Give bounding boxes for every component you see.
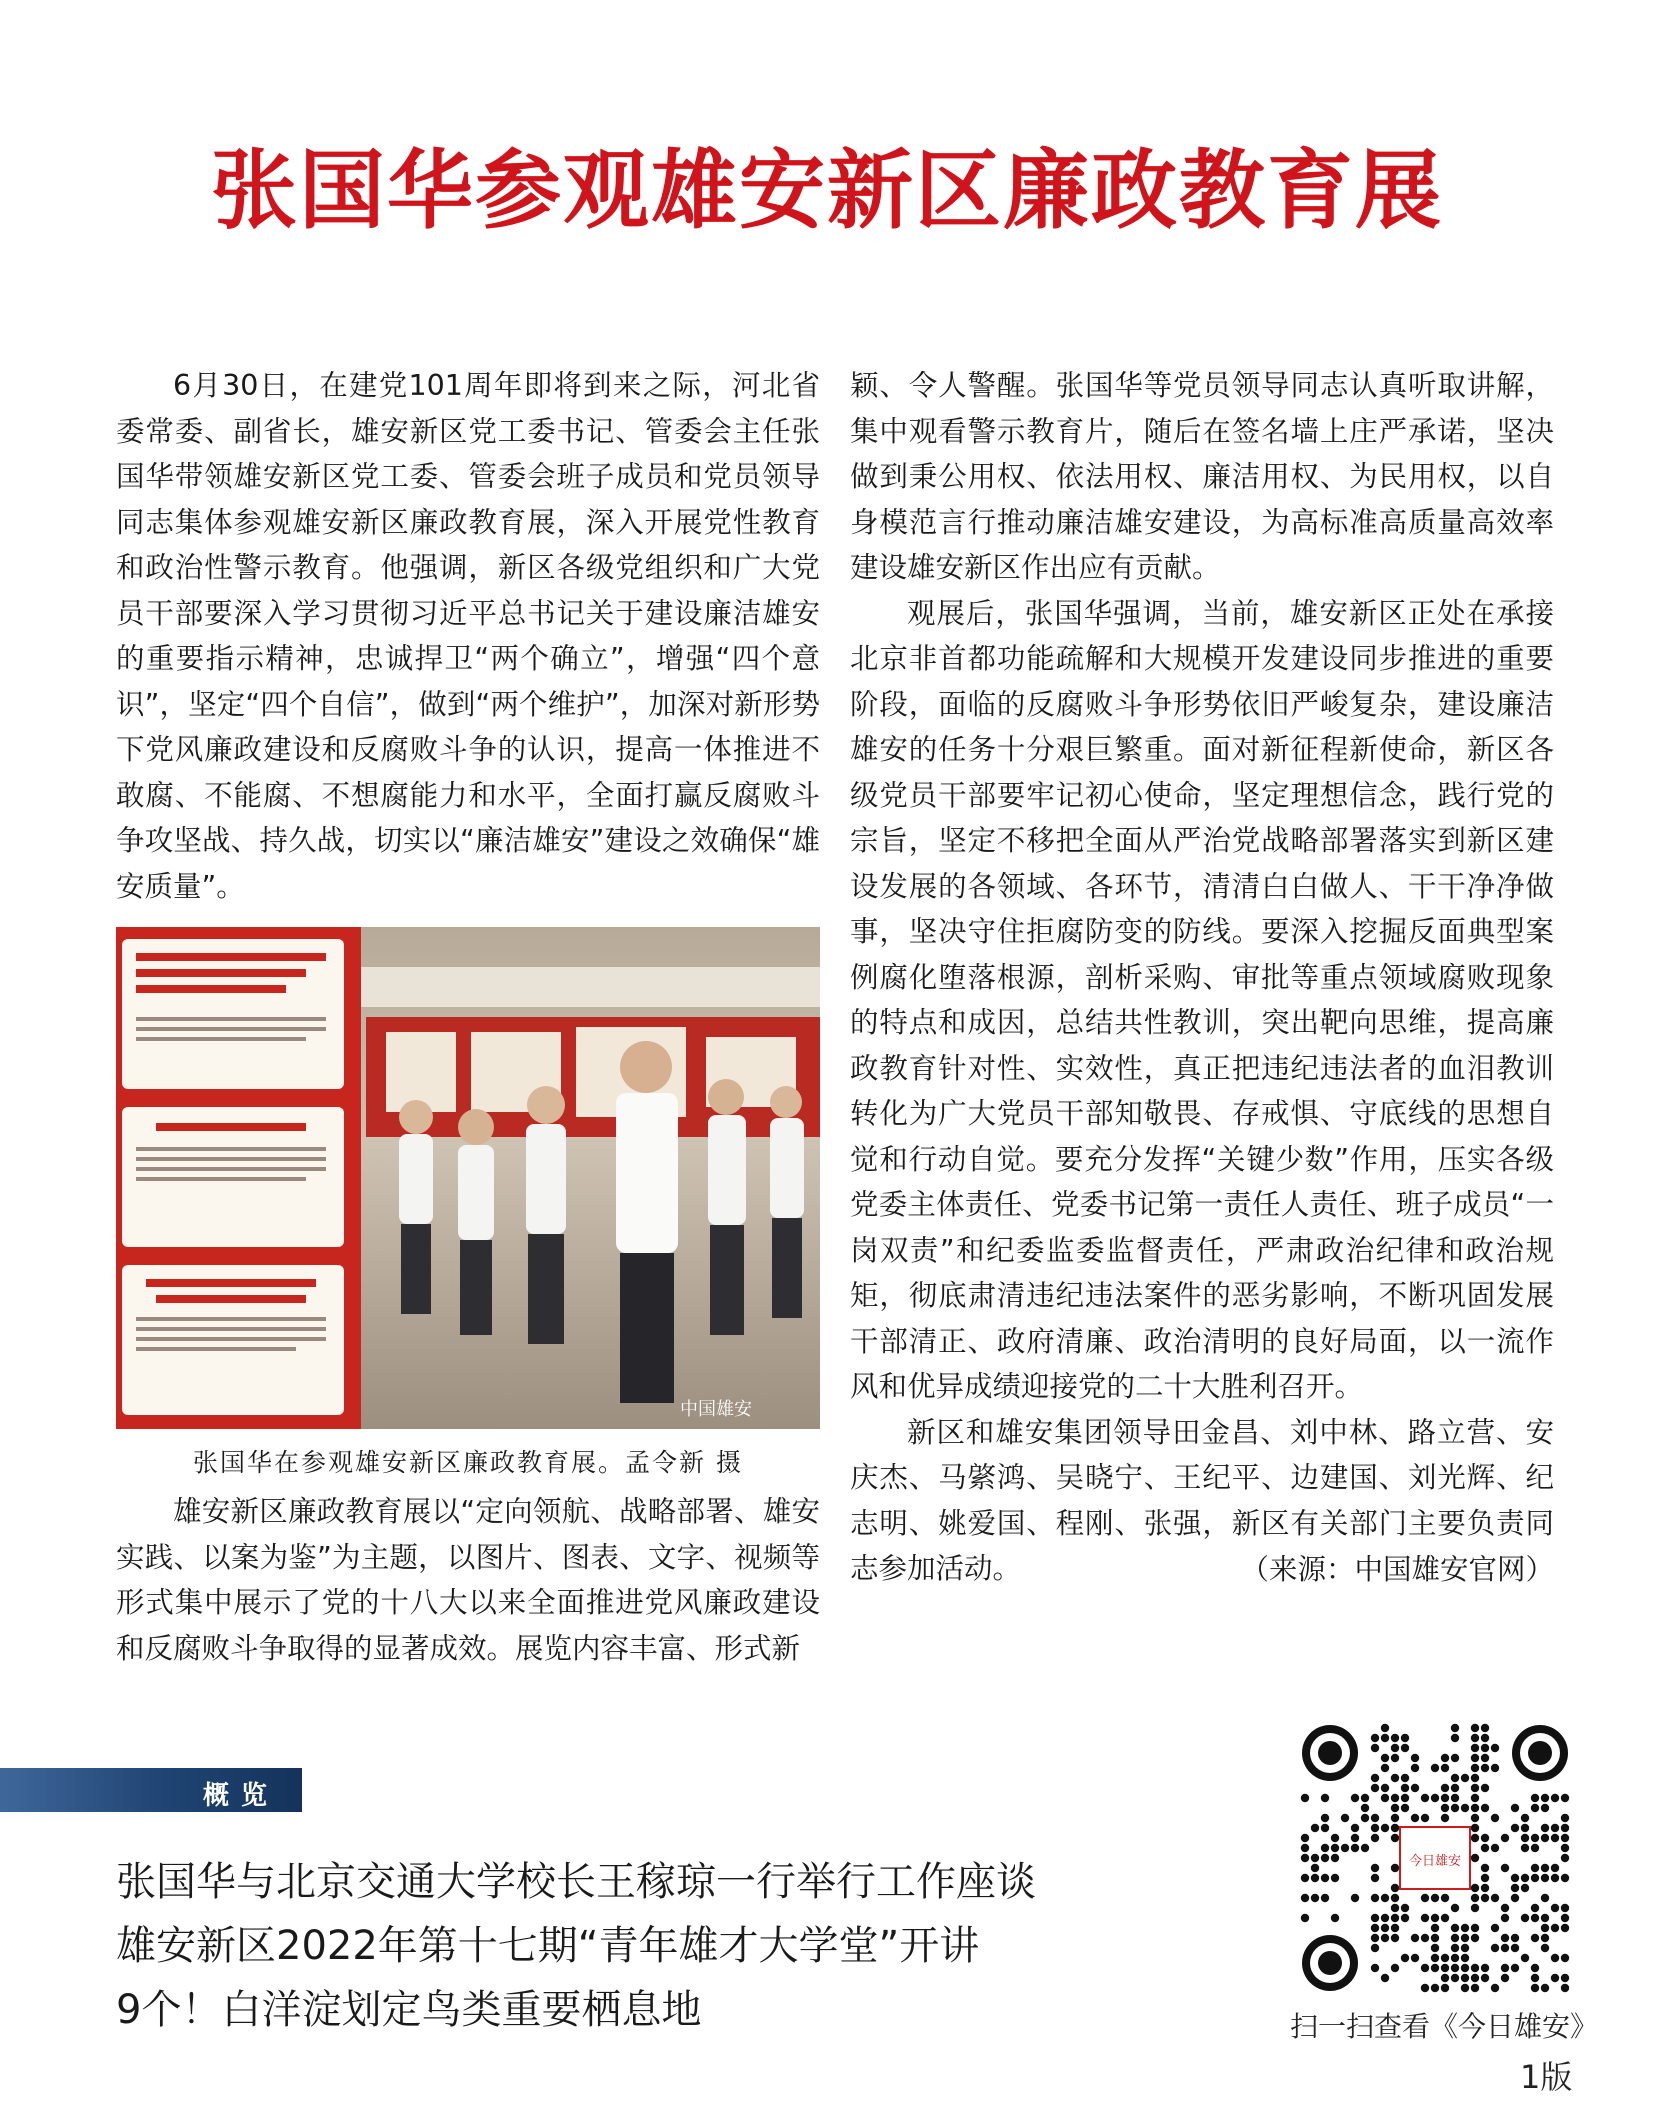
qr-module (1491, 1844, 1499, 1852)
qr-module (1441, 1964, 1449, 1972)
qr-module (1441, 1894, 1449, 1902)
qr-module (1471, 1824, 1479, 1832)
qr-module (1351, 1824, 1359, 1832)
qr-module (1481, 1864, 1489, 1872)
qr-module (1331, 1854, 1339, 1862)
qr-module (1381, 1784, 1389, 1792)
qr-module (1471, 1784, 1479, 1792)
qr-module (1431, 1914, 1439, 1922)
qr-module (1511, 1824, 1519, 1832)
qr-module (1451, 1934, 1459, 1942)
qr-module (1311, 1894, 1319, 1902)
qr-module (1311, 1874, 1319, 1882)
photo-watermark: 中国雄安 (680, 1399, 752, 1420)
qr-module (1451, 1904, 1459, 1912)
qr-module (1391, 1884, 1399, 1892)
qr-module (1531, 1804, 1539, 1812)
qr-module (1401, 1744, 1409, 1752)
qr-module (1471, 1884, 1479, 1892)
qr-module (1391, 1734, 1399, 1742)
qr-module (1521, 1874, 1529, 1882)
qr-module (1391, 1894, 1399, 1902)
qr-module (1371, 1834, 1379, 1842)
article-paragraph-2: 雄安新区廉政教育展以“定向领航、战略部署、雄安实践、以案为鉴”为主题，以图片、图表、文字、视频等形式集中展示了党的十八大以来全面推进党风廉政建设和反腐败斗争取得的显著成效。展览内容丰富、形式新 (116, 1495, 820, 1665)
qr-module (1331, 1874, 1339, 1882)
qr-module (1331, 1844, 1339, 1852)
qr-module (1471, 1904, 1479, 1912)
qr-module (1351, 1834, 1359, 1842)
qr-module (1531, 1834, 1539, 1842)
qr-module (1361, 1804, 1369, 1812)
qr-module (1401, 1904, 1409, 1912)
qr-module (1381, 1734, 1389, 1742)
qr-module (1371, 1734, 1379, 1742)
qr-module (1501, 1914, 1509, 1922)
qr-module (1561, 1974, 1569, 1982)
qr-module (1531, 1974, 1539, 1982)
qr-module (1471, 1804, 1479, 1812)
qr-module (1461, 1924, 1469, 1932)
qr-module (1471, 1934, 1479, 1942)
qr-module (1431, 1944, 1439, 1952)
qr-module (1551, 1834, 1559, 1842)
qr-module (1411, 1754, 1419, 1762)
qr-caption: 扫一扫查看《今日雄安》 (1290, 2010, 1599, 2043)
overview-link-3[interactable]: 9个！白洋淀划定鸟类重要栖息地 (116, 1987, 702, 2033)
qr-module (1471, 1814, 1479, 1822)
qr-module (1381, 1824, 1389, 1832)
qr-module (1311, 1824, 1319, 1832)
qr-center-logo: 今日雄安 (1408, 1854, 1462, 1869)
qr-module (1431, 1764, 1439, 1772)
qr-module (1471, 1854, 1479, 1862)
qr-module (1441, 1914, 1449, 1922)
article-photo (116, 927, 820, 1429)
overview-link-1[interactable]: 张国华与北京交通大学校长王稼琼一行举行工作座谈 (116, 1859, 1036, 1905)
qr-module (1521, 1844, 1529, 1852)
qr-module (1561, 1954, 1569, 1962)
qr-module (1461, 1774, 1469, 1782)
overview-label: 概览 (203, 1781, 280, 1811)
qr-module (1511, 1964, 1519, 1972)
qr-module (1321, 1844, 1329, 1852)
qr-module (1511, 1934, 1519, 1942)
qr-module (1391, 1834, 1399, 1842)
qr-module (1401, 1794, 1409, 1802)
page-number: 1版 (1520, 2058, 1573, 2096)
qr-module (1481, 1764, 1489, 1772)
qr-module (1561, 1984, 1569, 1992)
article-headline: 张国华参观雄安新区廉政教育展 (211, 140, 1443, 241)
qr-module (1421, 1934, 1429, 1942)
qr-module (1541, 1794, 1549, 1802)
qr-module (1381, 1934, 1389, 1942)
qr-module (1421, 1814, 1429, 1822)
qr-module (1311, 1864, 1319, 1872)
qr-module (1461, 1934, 1469, 1942)
qr-module (1321, 1794, 1329, 1802)
qr-module (1481, 1964, 1489, 1972)
qr-finder-top-right (1512, 1725, 1568, 1781)
qr-module (1391, 1934, 1399, 1942)
qr-module (1361, 1794, 1369, 1802)
qr-module (1371, 1894, 1379, 1902)
qr-module (1371, 1914, 1379, 1922)
qr-module (1501, 1864, 1509, 1872)
qr-module (1551, 1794, 1559, 1802)
qr-module (1481, 1974, 1489, 1982)
qr-module (1451, 1964, 1459, 1972)
overview-links (116, 1850, 1036, 2042)
qr-module (1451, 1804, 1459, 1812)
qr-module (1421, 1894, 1429, 1902)
qr-module (1441, 1984, 1449, 1992)
qr-module (1401, 1914, 1409, 1922)
qr-module (1491, 1944, 1499, 1952)
qr-module (1441, 1804, 1449, 1812)
qr-module (1431, 1794, 1439, 1802)
qr-module (1381, 1974, 1389, 1982)
qr-module (1391, 1754, 1399, 1762)
qr-code[interactable] (1300, 1723, 1570, 1993)
qr-module (1301, 1794, 1309, 1802)
qr-module (1391, 1864, 1399, 1872)
qr-module (1481, 1754, 1489, 1762)
qr-module (1401, 1804, 1409, 1812)
qr-module (1391, 1824, 1399, 1832)
qr-module (1451, 1944, 1459, 1952)
qr-module (1371, 1964, 1379, 1972)
qr-module (1541, 1894, 1549, 1902)
qr-module (1541, 1944, 1549, 1952)
qr-module (1531, 1794, 1539, 1802)
qr-module (1471, 1974, 1479, 1982)
qr-module (1331, 1914, 1339, 1922)
qr-module (1431, 1954, 1439, 1962)
qr-module (1421, 1964, 1429, 1972)
qr-module (1401, 1954, 1409, 1962)
qr-module (1301, 1854, 1309, 1862)
qr-module (1561, 1824, 1569, 1832)
qr-module (1381, 1914, 1389, 1922)
qr-module (1431, 1894, 1439, 1902)
qr-module (1561, 1794, 1569, 1802)
qr-module (1521, 1824, 1529, 1832)
qr-module (1471, 1794, 1479, 1802)
qr-module (1391, 1744, 1399, 1752)
qr-module (1481, 1744, 1489, 1752)
qr-module (1531, 1904, 1539, 1912)
qr-module (1531, 1914, 1539, 1922)
qr-module (1561, 1904, 1569, 1912)
qr-module (1511, 1874, 1519, 1882)
qr-module (1371, 1944, 1379, 1952)
qr-module (1341, 1844, 1349, 1852)
qr-module (1461, 1974, 1469, 1982)
qr-module (1421, 1914, 1429, 1922)
qr-module (1371, 1924, 1379, 1932)
qr-module (1511, 1804, 1519, 1812)
qr-module (1471, 1764, 1479, 1772)
qr-module (1301, 1914, 1309, 1922)
qr-module (1301, 1894, 1309, 1902)
qr-module (1491, 1764, 1499, 1772)
qr-module (1561, 1814, 1569, 1822)
qr-module (1321, 1894, 1329, 1902)
qr-module (1411, 1934, 1419, 1942)
qr-module (1541, 1834, 1549, 1842)
qr-module (1321, 1874, 1329, 1882)
qr-module (1531, 1934, 1539, 1942)
qr-module (1391, 1964, 1399, 1972)
qr-module (1451, 1784, 1459, 1792)
qr-module (1371, 1824, 1379, 1832)
qr-module (1491, 1984, 1499, 1992)
qr-module (1471, 1774, 1479, 1782)
qr-module (1471, 1924, 1479, 1932)
qr-module (1401, 1774, 1409, 1782)
qr-module (1371, 1744, 1379, 1752)
qr-module (1521, 1834, 1529, 1842)
qr-module (1471, 1734, 1479, 1742)
qr-module (1461, 1984, 1469, 1992)
qr-module (1551, 1874, 1559, 1882)
qr-module (1551, 1954, 1559, 1962)
qr-module (1381, 1724, 1389, 1732)
qr-module (1381, 1924, 1389, 1932)
qr-module (1531, 1984, 1539, 1992)
qr-module (1561, 1874, 1569, 1882)
qr-module (1321, 1814, 1329, 1822)
qr-module (1511, 1884, 1519, 1892)
qr-module (1371, 1774, 1379, 1782)
qr-module (1531, 1874, 1539, 1882)
qr-module (1471, 1754, 1479, 1762)
qr-finder-top-left (1302, 1725, 1358, 1781)
article-paragraph-4: 新区和雄安集团领导田金昌、刘中林、路立营、安庆杰、马綮鸿、吴晓宁、王纪平、边建国、刘光辉、纪志明、姚爱国、程刚、张强，新区有关部门主要负责同志参加活动。 (850, 1415, 1554, 1585)
qr-module (1431, 1934, 1439, 1942)
qr-module (1391, 1804, 1399, 1812)
qr-module (1481, 1784, 1489, 1792)
qr-module (1381, 1764, 1389, 1772)
qr-module (1461, 1954, 1469, 1962)
qr-module (1321, 1854, 1329, 1862)
qr-module (1401, 1784, 1409, 1792)
qr-module (1551, 1904, 1559, 1912)
qr-module (1441, 1974, 1449, 1982)
qr-module (1321, 1824, 1329, 1832)
photo-caption: 张国华在参观雄安新区廉政教育展。孟令新 摄 (193, 1448, 743, 1477)
qr-module (1371, 1864, 1379, 1872)
qr-module (1561, 1854, 1569, 1862)
qr-module (1351, 1794, 1359, 1802)
qr-module (1471, 1744, 1479, 1752)
qr-module (1521, 1914, 1529, 1922)
qr-module (1361, 1844, 1369, 1852)
qr-module (1541, 1984, 1549, 1992)
qr-module (1541, 1864, 1549, 1872)
qr-module (1341, 1814, 1349, 1822)
qr-module (1451, 1974, 1459, 1982)
qr-module (1471, 1724, 1479, 1732)
qr-module (1481, 1724, 1489, 1732)
qr-module (1511, 1944, 1519, 1952)
qr-module (1501, 1834, 1509, 1842)
qr-module (1561, 1844, 1569, 1852)
qr-module (1441, 1954, 1449, 1962)
qr-module (1451, 1754, 1459, 1762)
qr-module (1451, 1734, 1459, 1742)
qr-module (1411, 1814, 1419, 1822)
qr-module (1371, 1784, 1379, 1792)
qr-module (1431, 1984, 1439, 1992)
qr-module (1541, 1924, 1549, 1932)
qr-module (1441, 1764, 1449, 1772)
qr-module (1471, 1984, 1479, 1992)
qr-module (1371, 1934, 1379, 1942)
qr-module (1451, 1774, 1459, 1782)
qr-module (1481, 1844, 1489, 1852)
qr-module (1481, 1734, 1489, 1742)
qr-module (1431, 1924, 1439, 1932)
qr-module (1471, 1894, 1479, 1902)
qr-module (1491, 1924, 1499, 1932)
qr-module (1391, 1924, 1399, 1932)
qr-module (1521, 1954, 1529, 1962)
qr-module (1481, 1834, 1489, 1842)
qr-module (1501, 1964, 1509, 1972)
qr-module (1351, 1894, 1359, 1902)
article-right-column (850, 363, 1554, 1592)
exhibition-photo-illustration (116, 927, 820, 1429)
qr-module (1331, 1834, 1339, 1842)
qr-module (1371, 1814, 1379, 1822)
qr-module (1391, 1774, 1399, 1782)
qr-module (1501, 1904, 1509, 1912)
qr-module (1371, 1874, 1379, 1882)
qr-module (1541, 1804, 1549, 1812)
qr-module (1421, 1984, 1429, 1992)
qr-module (1491, 1814, 1499, 1822)
article-paragraph-2-continued: 颖、令人警醒。张国华等党员领导同志认真听取讲解，集中观看警示教育片，随后在签名墙上庄严承诺，坚决做到秉公用权、依法用权、廉洁用权、为民用权，以自身模范言行推动廉洁雄安建设，为高标准高质量高效率建设雄安新区作出应有贡献。 (850, 369, 1554, 584)
qr-module (1551, 1974, 1559, 1982)
article-paragraph-3: 观展后，张国华强调，当前，雄安新区正处在承接北京非首都功能疏解和大规模开发建设同步推进的重要阶段，面临的反腐败斗争形势依旧严峻复杂，建设廉洁雄安的任务十分艰巨繁重。面对新征程新使命，新区各级党员干部要牢记初心使命，坚定理想信念，践行党的宗旨，坚定不移把全面从严治党战略部署落实到新区建设发展的各领域、各环节，清清白白做人、干干净净做事，坚决守住拒腐防变的防线。要深入挖掘反面典型案例腐化堕落根源，剖析采购、审批等重点领域腐败现象的特点和成因，总结共性教训，突出靶向思维，提高廉政教育针对性、实效性，真正把违纪违法者的血泪教训转化为广大党员干部知敬畏、存戒惧、守底线的思想自觉和行动自觉。要充分发挥“关键少数”作用，压实各级党委主体责任、党委书记第一责任人责任、班子成员“一岗双责”和纪委监委监督责任，严肃政治纪律和政治规矩，彻底肃清违纪违法案件的恶劣影响，不断巩固发展干部清正、政府清廉、政治清明的良好局面，以一流作风和优异成绩迎接党的二十大胜利召开。 (850, 596, 1554, 1403)
article-paragraph-1: 6月30日，在建党101周年即将到来之际，河北省委常委、副省长，雄安新区党工委书记、管委会主任张国华带领雄安新区党工委、管委会班子成员和党员领导同志集体参观雄安新区廉政教育展，深入开展党性教育和政治性警示教育。他强调，新区各级党组织和广大党员干部要深入学习贯彻习近平总书记关于建设廉洁雄安的重要指示精神，忠诚捍卫“两个确立”，增强“四个意识”，坚定“四个自信”，做到“两个维护”，加深对新形势下党风廉政建设和反腐败斗争的认识，提高一体推进不敢腐、不能腐、不想腐能力和水平，全面打赢反腐败斗争攻坚战、持久战，切实以“廉洁雄安”建设之效确保“雄安质量”。 (116, 369, 820, 903)
article-left-column (116, 363, 820, 1671)
qr-module (1481, 1874, 1489, 1882)
qr-module (1541, 1914, 1549, 1922)
qr-module (1531, 1964, 1539, 1972)
qr-module (1411, 1954, 1419, 1962)
qr-module (1491, 1894, 1499, 1902)
qr-module (1551, 1924, 1559, 1932)
qr-module (1531, 1844, 1539, 1852)
qr-module (1351, 1844, 1359, 1852)
qr-module (1441, 1784, 1449, 1792)
overview-link-2[interactable]: 雄安新区2022年第十七期“青年雄才大学堂”开讲 (116, 1923, 980, 1969)
qr-module (1451, 1794, 1459, 1802)
qr-module (1561, 1924, 1569, 1932)
qr-module (1441, 1794, 1449, 1802)
qr-module (1461, 1964, 1469, 1972)
qr-finder-bottom-left (1302, 1935, 1358, 1991)
qr-module (1541, 1934, 1549, 1942)
qr-module (1481, 1894, 1489, 1902)
qr-module (1381, 1754, 1389, 1762)
qr-module (1301, 1844, 1309, 1852)
qr-module (1411, 1764, 1419, 1772)
qr-module (1381, 1794, 1389, 1802)
qr-module (1491, 1744, 1499, 1752)
qr-module (1541, 1824, 1549, 1832)
qr-module (1471, 1834, 1479, 1842)
qr-module (1461, 1804, 1469, 1812)
qr-module (1511, 1894, 1519, 1902)
qr-module (1461, 1944, 1469, 1952)
qr-module (1501, 1974, 1509, 1982)
qr-module (1451, 1924, 1459, 1932)
qr-module (1391, 1914, 1399, 1922)
qr-module (1421, 1794, 1429, 1802)
qr-module (1441, 1814, 1449, 1822)
qr-module (1431, 1964, 1439, 1972)
qr-module (1381, 1894, 1389, 1902)
qr-module (1561, 1834, 1569, 1842)
qr-module (1391, 1814, 1399, 1822)
qr-module (1481, 1884, 1489, 1892)
qr-module (1361, 1814, 1369, 1822)
qr-module (1481, 1804, 1489, 1812)
qr-module (1451, 1954, 1459, 1962)
qr-module (1541, 1874, 1549, 1882)
article-source: （来源：中国雄安官网） (1240, 1552, 1554, 1586)
qr-module (1401, 1734, 1409, 1742)
qr-module (1501, 1934, 1509, 1942)
qr-module (1521, 1814, 1529, 1822)
qr-module (1391, 1904, 1399, 1912)
qr-module (1561, 1914, 1569, 1922)
qr-module (1441, 1754, 1449, 1762)
qr-module (1301, 1834, 1309, 1842)
qr-module (1501, 1944, 1509, 1952)
qr-module (1531, 1864, 1539, 1872)
qr-module (1471, 1964, 1479, 1972)
qr-module (1411, 1784, 1419, 1792)
qr-module (1311, 1854, 1319, 1862)
qr-module (1391, 1794, 1399, 1802)
qr-module (1551, 1864, 1559, 1872)
qr-module (1301, 1874, 1309, 1882)
qr-module (1451, 1724, 1459, 1732)
qr-module (1551, 1824, 1559, 1832)
qr-module (1521, 1884, 1529, 1892)
